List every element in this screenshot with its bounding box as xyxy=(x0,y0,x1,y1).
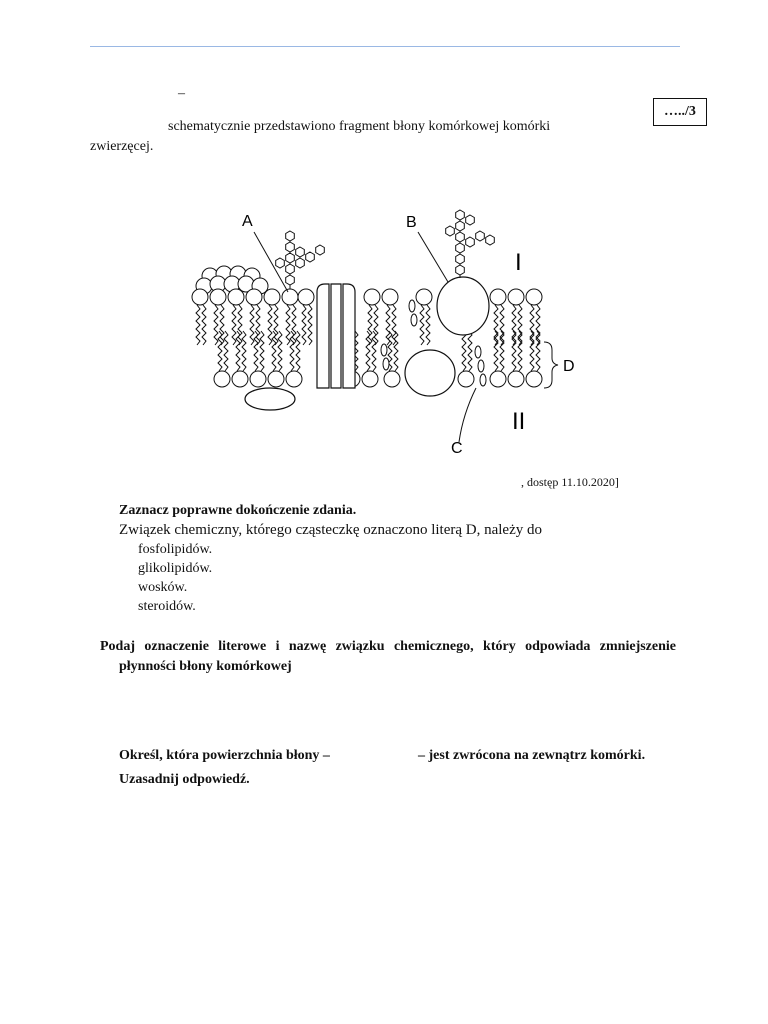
brace-d xyxy=(544,342,558,388)
integral-protein-lower xyxy=(405,350,455,396)
task1-instruction: Zaznacz poprawne dokończenie zdania. xyxy=(119,503,357,518)
label-b: B xyxy=(406,214,417,231)
figure-source: , dostęp 11.10.2020] xyxy=(521,475,619,489)
task3-part2: – jest zwrócona na zewnątrz komórki. xyxy=(418,748,646,763)
label-side-top: I xyxy=(515,249,522,276)
score-box: …../3 xyxy=(653,98,707,126)
lower-leaflet xyxy=(214,331,542,387)
task1-option-4[interactable]: steroidów. xyxy=(138,599,196,614)
leader-line-b xyxy=(418,232,448,282)
label-c: C xyxy=(451,440,463,457)
cell-membrane-diagram xyxy=(180,200,600,465)
header-dash: – xyxy=(178,86,185,101)
task3-part1: Określ, która powierzchnia błony – xyxy=(119,748,330,763)
peripheral-protein xyxy=(245,388,295,410)
task3-line2: Uzasadnij odpowiedź. xyxy=(119,772,250,787)
task1-option-3[interactable]: wosków. xyxy=(138,580,188,595)
task2-text xyxy=(100,637,676,677)
task1-option-2[interactable]: glikolipidów. xyxy=(138,561,213,576)
glycolipid-a-chain xyxy=(276,231,325,289)
channel-protein xyxy=(317,284,355,388)
label-d: D xyxy=(563,358,575,375)
intro-line-1: schematycznie przedstawiono fragment błony komórkowej komórki xyxy=(168,119,551,134)
intro-line-2: zwierzęcej. xyxy=(90,139,154,154)
label-side-bottom: II xyxy=(512,408,526,435)
label-a: A xyxy=(242,213,253,230)
task1-stem: Związek chemiczny, którego cząsteczkę oznaczono literą D, należy do xyxy=(119,522,542,538)
glycoprotein-b-chain xyxy=(446,210,495,278)
task1-option-1[interactable]: fosfolipidów. xyxy=(138,542,213,557)
header-rule xyxy=(90,46,680,47)
leader-line-c xyxy=(459,388,476,442)
task2-text-content: Podaj oznaczenie literowe i nazwę związku chemicznego, który odpowiada zmniejszenie płynności błony komórkowej xyxy=(100,639,676,674)
glycoprotein-b xyxy=(437,277,489,335)
